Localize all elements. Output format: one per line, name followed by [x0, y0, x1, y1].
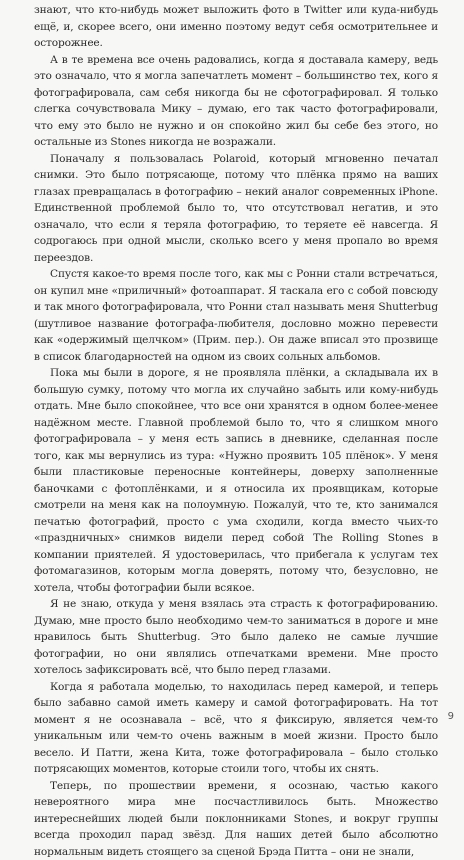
paragraph: знают, что кто-нибудь может выложить фото в Twitter или куда-нибудь ещё, и, скорее всего, они именно поэтому ведут себя осмотрительнее и осторожнее. [34, 2, 438, 52]
paragraph: Спустя какое-то время после того, как мы с Ронни стали встречаться, он купил мне «приличный» фотоаппарат. Я таскала его с собой повсюду и так много фотографировала, что Ронни стал называть меня Shutterbug (шутливое название фотографа-любителя, дословно можно перевести как «одержимый щелчком» (Прим. пер.). Он даже вписал это прозвище в список благодарностей на одном из своих сольных альбомов. [34, 266, 438, 365]
paragraph: Пока мы были в дороге, я не проявляла плёнки, а складывала их в большую сумку, потому что могла их случайно забыть или кому-нибудь отдать. Мне было спокойнее, что все они хранятся в одном более-менее надёжном месте. Главной проблемой было то, что я слишком много фотографировала – у меня есть запись в дневнике, сделанная после того, как мы вернулись из тура: «Нужно проявить 105 плёнок». У меня были пластиковые переносные контейнеры, доверху заполненные баночками с фотоплёнками, и я относила их проявщикам, которые смотрели на меня как на полоумную. Пожалуй, что те, кто занимался печатью фотографий, просто с ума сходили, когда вместо чьих-то «праздничных» снимков видели перед собой The Rolling Stones в компании приятелей. Я удостоверилась, что прибегала к услугам тех фотомагазинов, которым могла доверять, потому что, безусловно, не хотела, чтобы фотографии были всякое. [34, 365, 438, 596]
paragraph: А в те времена все очень радовались, когда я доставала камеру, ведь это означало, что я могла запечатлеть момент – большинство тех, кого я фотографировала, сам себя никогда бы не сфотографировал. Я только слегка сочувствовала Мику – думаю, его так часто фотографировали, что ему это было не нужно и он спокойно жил бы себе без этого, но остальные из Stones никогда не возражали. [34, 52, 438, 151]
paragraph: Когда я работала моделью, то находилась перед камерой, и теперь было забавно самой иметь камеру и самой фотографировать. На тот момент я не осознавала – всё, что я фиксирую, является чем-то уникальным или чем-то очень важным в моей жизни. Просто было весело. И Патти, жена Кита, тоже фотографировала – было столько потрясающих моментов, которые стоили того, чтобы их снять. [34, 679, 438, 778]
paragraph: Я не знаю, откуда у меня взялась эта страсть к фотографированию. Думаю, мне просто было необходимо чем-то заниматься в дороге и мне нравилось быть Shutterbug. Это было далеко не самые лучшие фотографии, но они являлись отпечатками времени. Мне просто хотелось зафиксировать всё, что было перед глазами. [34, 596, 438, 679]
page-number: 9 [448, 711, 454, 722]
body-text [34, 2, 438, 860]
paragraph: Поначалу я пользовалась Polaroid, который мгновенно печатал снимки. Это было потрясающе, потому что плёнка прямо на ваших глазах превращалась в фотографию – некий аналог современных iPhone. Единственной проблемой было то, что отсутствовал негатив, и это означало, что если я теряла фотографию, то теряете её навсегда. Я содрогаюсь при одной мысли, сколько всего у меня пропало во время переездов. [34, 151, 438, 267]
paragraph: Теперь, по прошествии времени, я осознаю, частью какого невероятного мира мне посчастливилось быть. Множество интереснейших людей были поклонниками Stones, и вокруг группы всегда проходил парад звёзд. Для наших детей было абсолютно нормальным видеть стоящего за сценой Брэда Питта – они не знали, [34, 778, 438, 860]
